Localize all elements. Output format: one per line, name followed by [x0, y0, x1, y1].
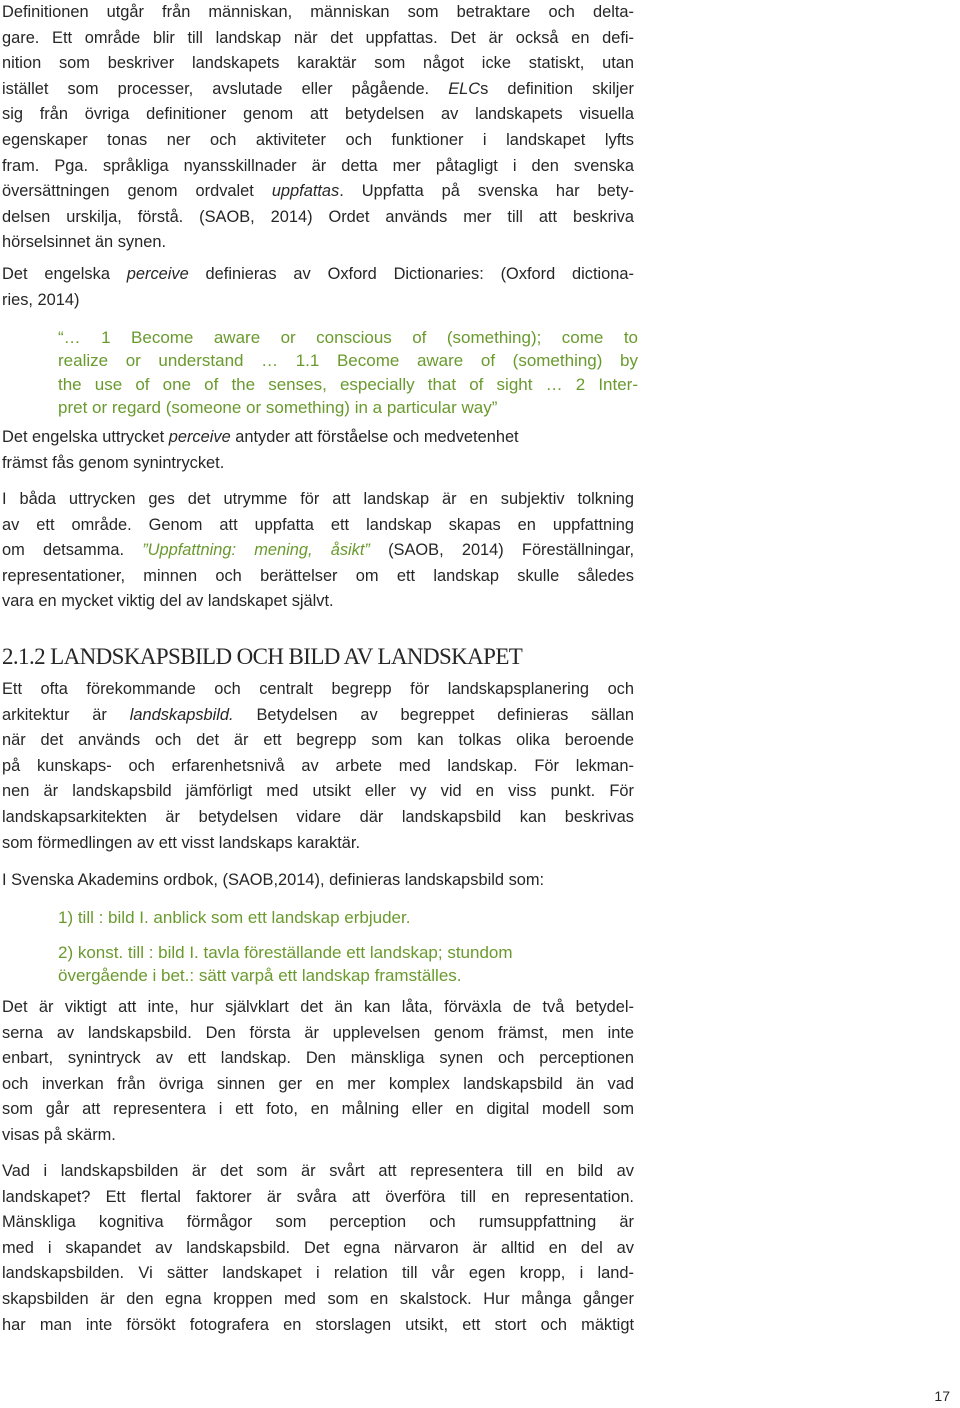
text-line: av ett område. Genom att uppfatta ett landskap skapas en uppfattning: [2, 515, 634, 534]
text-line: skapsbilden är den egna kroppen med som en skalstock. Hur många gånger: [2, 1289, 634, 1308]
text-line: översättningen genom ordvalet uppfattas. Uppfatta på svenska har bety-: [2, 182, 634, 201]
text-line: istället som processer, avslutade eller pågående. ELCs definition skiljer: [2, 79, 634, 98]
text-line: landskapet? Ett flertal faktorer är svåra att överföra till en representation.: [2, 1187, 634, 1206]
text-line: nition som beskriver landskapets karaktär som något icke statiskt, utan: [2, 54, 634, 73]
quote-line: “… 1 Become aware or conscious of (something); come to: [58, 328, 638, 347]
text-line: I båda uttrycken ges det utrymme för att landskap är en subjektiv tolkning: [2, 490, 634, 508]
text-line: och inverkan från övriga sinnen ger en mer komplex landskapsbild än vad: [2, 1074, 634, 1093]
text-line: fram. Pga. språkliga nyansskillnader är detta mer påtagligt i den svenska: [2, 156, 634, 175]
text-line: sig från övriga definitioner genom att betydelsen av landskapets visuella: [2, 105, 634, 124]
text-line: arkitektur är landskapsbild. Betydelsen av begreppet definieras sällan: [2, 705, 634, 724]
landskapsbild-italic: landskapsbild.: [129, 705, 234, 724]
text-line: vara en mycket viktig del av landskapet självt.: [2, 592, 334, 611]
definition-line: 2) konst. till : bild I. tavla föreställande ett landskap; stundom: [58, 943, 513, 962]
paragraph-perceive: [2, 425, 634, 476]
text-line: visas på skärm.: [2, 1125, 116, 1144]
oxford-quote: [58, 326, 638, 420]
text-line: när det används och det är ett begrepp som kan tolkas olika beroende: [2, 731, 634, 750]
paragraph-landskapsbild: [2, 677, 634, 856]
definition-1: [58, 906, 638, 929]
text-line: nen är landskapsbild jämförligt med utsikt eller vy vid en viss punkt. För: [2, 782, 634, 801]
text-line: enbart, synintryck av ett landskap. Den mänskliga synen och perceptionen: [2, 1049, 634, 1068]
text-line: Ett ofta förekommande och centralt begrepp för landskapsplanering och: [2, 680, 634, 698]
quote-line: realize or understand … 1.1 Become aware of (something) by: [58, 351, 638, 371]
text-line: delsen urskilja, förstå. (SAOB, 2014) Ordet används mer till att beskriva: [2, 207, 634, 226]
section-heading: 2.1.2 LANDSKAPSBILD OCH BILD AV LANDSKAPET: [2, 644, 523, 669]
text-line: egenskaper tonas ner och aktiviteter och funktioner i landskapet lyfts: [2, 130, 634, 149]
paragraph-definition: [2, 0, 634, 256]
paragraph-subjektiv: [2, 487, 634, 615]
text-line: gare. Ett område blir till landskap när det uppfattas. Det är också en defi-: [2, 28, 634, 47]
text-line: Det engelska uttrycket perceive antyder att förståelse och medvetenhet: [2, 428, 519, 446]
perceive-italic: perceive: [126, 265, 189, 283]
text-line: som går att representera i ett foto, en målning eller en digital modell som: [2, 1100, 634, 1119]
text-line: Mänskliga kognitiva förmågor som perception och rumsuppfattning är: [2, 1213, 634, 1232]
quote-line: pret or regard (someone or something) in a particular way”: [58, 398, 498, 418]
paragraph-oxford: [2, 262, 634, 313]
text-line: Vad i landskapsbilden är det som är svårt att representera till en bild av: [2, 1162, 634, 1180]
definition-2: [58, 941, 638, 988]
text-line: har man inte försökt fotografera en storslagen utsikt, ett stort och mäktigt: [2, 1315, 634, 1334]
text-line: ries, 2014): [2, 290, 80, 309]
perceive-italic: perceive: [168, 428, 231, 446]
paragraph-representera: [2, 1159, 634, 1338]
definition-line: övergående i bet.: sätt varpå ett landskap framställes.: [58, 966, 462, 986]
paragraph-saob: [2, 868, 634, 894]
definition-line: 1) till : bild I. anblick som ett landskap erbjuder.: [58, 908, 411, 927]
text-line: Det är viktigt att inte, hur självklart det än kan låta, förväxla de två betydel-: [2, 998, 634, 1016]
text-line: hörselsinnet än synen.: [2, 233, 167, 252]
text-line: landskapsbilden. Vi sätter landskapet i relation till vår egen kropp, i land-: [2, 1264, 634, 1283]
uppfattas-italic: uppfattas: [271, 182, 340, 201]
page-number: 17: [934, 1388, 950, 1404]
text-line: serna av landskapsbild. Den första är upplevelsen genom främst, men inte: [2, 1023, 634, 1042]
text-line: Det engelska perceive definieras av Oxford Dictionaries: (Oxford dictiona-: [2, 265, 634, 283]
saob-quote-italic: ”Uppfattning: mening, åsikt”: [142, 541, 370, 560]
text-line: Definitionen utgår från människan, människan som betraktare och delta-: [2, 3, 634, 21]
quote-line: the use of one of the senses, especially that of sight … 2 Inter-: [58, 374, 638, 394]
text-line: landskapsarkitekten är betydelsen vidare där landskapsbild kan beskrivas: [2, 807, 634, 826]
text-line: med i skapandet av landskapsbild. Det egna närvaron är alltid en del av: [2, 1238, 634, 1257]
text-line: representationer, minnen och berättelser om ett landskap skulle således: [2, 566, 634, 585]
text-line: I Svenska Akademins ordbok, (SAOB,2014), definieras landskapsbild som:: [2, 871, 545, 889]
text-line: på kunskaps- och erfarenhetsnivå av arbete med landskap. För lekman-: [2, 756, 634, 775]
elc-italic: ELC: [448, 79, 481, 98]
text-line: främst fås genom synintrycket.: [2, 453, 225, 472]
text-line: om detsamma. ”Uppfattning: mening, åsikt” (SAOB, 2014) Föreställningar,: [2, 541, 634, 560]
paragraph-forvaxla: [2, 995, 634, 1149]
text-line: som förmedlingen av ett visst landskaps karaktär.: [2, 833, 361, 852]
